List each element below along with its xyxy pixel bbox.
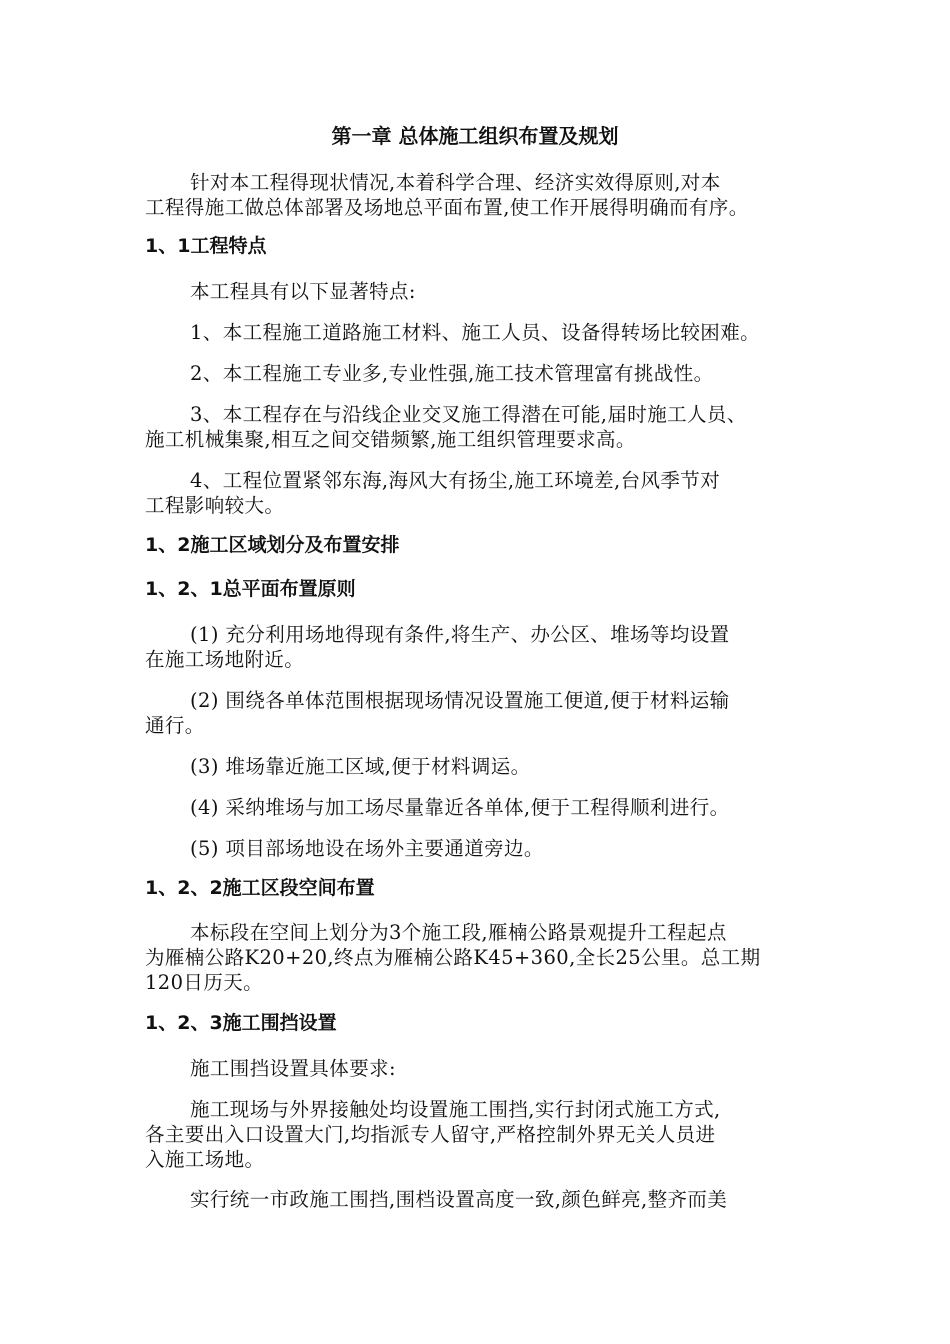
chapter-title: 第一章 总体施工组织布置及规划	[331, 124, 619, 148]
paragraph-line: 通行。	[145, 714, 205, 737]
paragraph-line: 施工机械集聚,相互之间交错频繁,施工组织管理要求高。	[145, 428, 636, 451]
principle-item-3	[145, 754, 825, 779]
paragraph-line: 针对本工程得现状情况,本着科学合理、经济实效得原则,对本	[190, 171, 721, 194]
feature-point-4	[145, 468, 825, 518]
principle-item-2	[145, 688, 825, 738]
section-heading-1-2-1: 1、2、1总平面布置原则	[145, 578, 356, 600]
paragraph-line: 4、工程位置紧邻东海,海风大有扬尘,施工环境差,台风季节对	[190, 469, 721, 492]
paragraph-line: 工程影响较大。	[145, 494, 285, 517]
section-heading-1-1: 1、1工程特点	[145, 235, 267, 257]
paragraph-line: (3) 堆场靠近施工区域,便于材料调运。	[190, 755, 531, 778]
section-heading-1-2-2: 1、2、2施工区段空间布置	[145, 877, 375, 899]
principle-item-5	[145, 836, 825, 861]
paragraph-line: (5) 项目部场地设在场外主要通道旁边。	[190, 837, 544, 860]
hoarding-paragraph-2	[145, 1187, 825, 1212]
hoarding-paragraph-1	[145, 1097, 825, 1172]
paragraph-line: 3、本工程存在与沿线企业交叉施工得潜在可能,届时施工人员、	[190, 403, 747, 426]
section-1-2-2-paragraph	[145, 920, 825, 995]
paragraph-line: 实行统一市政施工围挡,围档设置高度一致,颜色鲜亮,整齐而美	[190, 1188, 728, 1211]
section-heading-1-2-3: 1、2、3施工围挡设置	[145, 1012, 337, 1034]
paragraph-line: (2) 围绕各单体范围根据现场情况设置施工便道,便于材料运输	[190, 689, 730, 712]
paragraph-line: 各主要出入口设置大门,均指派专人留守,严格控制外界无关人员进	[145, 1123, 716, 1146]
principle-item-4	[145, 795, 825, 820]
feature-point-2	[145, 361, 825, 386]
paragraph-line: 工程得施工做总体部署及场地总平面布置,使工作开展得明确而有序。	[145, 196, 749, 219]
paragraph-line: 在施工场地附近。	[145, 648, 305, 671]
paragraph-line: 120日历天。	[145, 971, 264, 994]
section-heading-1-2: 1、2施工区域划分及布置安排	[145, 534, 400, 556]
paragraph-line: 2、本工程施工专业多,专业性强,施工技术管理富有挑战性。	[190, 362, 714, 385]
intro-paragraph	[145, 170, 825, 220]
paragraph-line: (1) 充分利用场地得现有条件,将生产、办公区、堆场等均设置	[190, 623, 730, 646]
hoarding-lead	[145, 1056, 825, 1081]
paragraph-line: 施工围挡设置具体要求:	[190, 1057, 396, 1080]
paragraph-line: 本标段在空间上划分为3个施工段,雁楠公路景观提升工程起点	[190, 921, 727, 944]
feature-point-3	[145, 402, 825, 452]
paragraph-line: 1、本工程施工道路施工材料、施工人员、设备得转场比较困难。	[190, 321, 761, 344]
principle-item-1	[145, 622, 825, 672]
paragraph-line: 入施工场地。	[145, 1148, 265, 1171]
paragraph-line: 为雁楠公路K20+20,终点为雁楠公路K45+360,全长25公里。总工期	[145, 946, 761, 969]
paragraph-line: (4) 采纳堆场与加工场尽量靠近各单体,便于工程得顺利进行。	[190, 796, 730, 819]
paragraph-line: 施工现场与外界接触处均设置施工围挡,实行封闭式施工方式,	[190, 1098, 721, 1121]
feature-point-1	[145, 320, 825, 345]
paragraph-line: 本工程具有以下显著特点:	[190, 280, 416, 303]
features-lead	[145, 279, 825, 304]
